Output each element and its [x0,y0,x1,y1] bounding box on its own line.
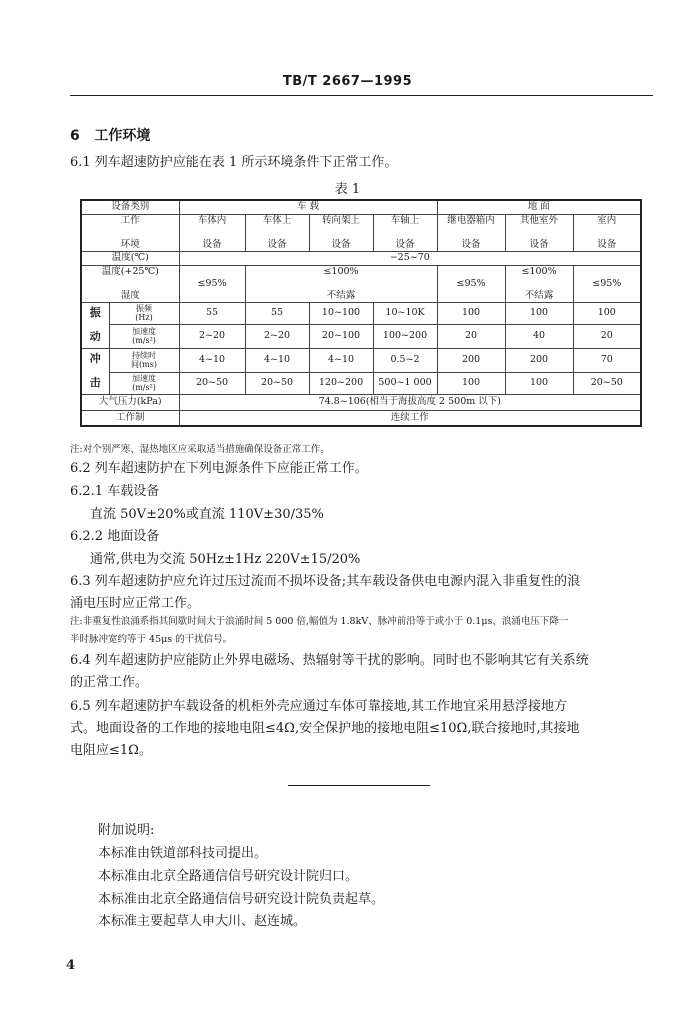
col-head: 室内 设备 [573,214,641,251]
clause-6-5-line2: 式。地面设备的工作地的接地电阻≤4Ω,安全保护地的接地电阻≤10Ω,联合接地时,其接地 [70,721,580,736]
vib-acc-cell: 20 [437,324,505,348]
vib-acc-cell: 40 [505,324,573,348]
addendum-title: 附加说明: [98,823,155,838]
clause-6-4-line1: 6.4 列车超速防护应能防止外界电磁场、热辐射等干扰的影响。同时也不影响其它有关系统 [70,653,589,668]
section-number: 6 [70,128,80,144]
freq-label: 振频 (Hz) [109,302,179,324]
acc-label: 加速度 (m/s²) [109,372,179,394]
shock-acc-cell: 120~200 [309,372,373,394]
vibration-label: 振 动 [81,302,109,348]
cell-ground: 地 面 [437,200,641,214]
clause-6-1: 6.1 列车超速防护应能在表 1 所示环境条件下正常工作。 [70,155,398,170]
page-number: 4 [66,958,76,973]
vib-acc-cell: 20~100 [309,324,373,348]
addendum-line: 本标准由铁道部科技司提出。 [98,846,268,861]
duration-label: 持续时 间(ms) [109,348,179,372]
section-heading [70,125,150,145]
clause-6-5-line3: 电阻应≤1Ω。 [70,743,152,758]
header-rule [70,95,653,96]
temp-value: −25~70 [179,251,641,265]
clause-6-2-2-text: 通常,供电为交流 50Hz±1Hz 220V±15/20% [90,552,361,567]
shock-dur-cell: 4~10 [309,348,373,372]
shock-acc-cell: 20~50 [179,372,245,394]
shock-label: 冲 击 [81,348,109,394]
humidity-cell: ≤95% [179,265,245,302]
shock-dur-cell: 70 [573,348,641,372]
section-separator [288,785,430,786]
cell-work-env: 工作 环境 [81,214,179,251]
table-caption: 表 1 [334,182,361,197]
clause-6-2-2: 6.2.2 地面设备 [70,529,160,544]
addendum-line: 本标准由北京全路通信信号研究设计院归口。 [98,869,359,884]
vib-freq-cell: 55 [245,302,309,324]
work-mode-value: 连续工作 [179,410,641,426]
shock-acc-cell: 20~50 [573,372,641,394]
clause-6-2: 6.2 列车超速防护在下列电源条件下应能正常工作。 [70,461,368,476]
clause-6-4-line2: 的正常工作。 [70,675,149,690]
vib-acc-cell: 2~20 [179,324,245,348]
temp-label: 温度(℃) [81,251,179,265]
shock-dur-cell: 4~10 [245,348,309,372]
shock-dur-cell: 200 [505,348,573,372]
acc-label: 加速度 (m/s²) [109,324,179,348]
col-head: 继电器箱内 设备 [437,214,505,251]
clause-6-2-1: 6.2.1 车载设备 [70,484,160,499]
vib-freq-cell: 100 [505,302,573,324]
surge-note-line1: 注:非重复性浪涌系指其间歇时间大于浪涌时间 5 000 倍,幅值为 1.8kV、脉冲前沿等于或小于 0.1μs、浪涌电压下降一 [70,616,569,627]
environment-table [80,199,642,427]
shock-dur-cell: 200 [437,348,505,372]
running-header: TB/T 2667—1995 [282,74,413,89]
vib-acc-cell: 20 [573,324,641,348]
col-head: 车体上 设备 [245,214,309,251]
vib-acc-cell: 2~20 [245,324,309,348]
vib-freq-cell: 100 [437,302,505,324]
pressure-label: 大气压力(kPa) [81,394,179,410]
clause-6-5-line1: 6.5 列车超速防护车载设备的机柜外壳应通过车体可靠接地,其工作地宜采用悬浮接地方 [70,699,567,714]
vib-acc-cell: 100~200 [373,324,437,348]
shock-dur-cell: 4~10 [179,348,245,372]
humidity-label: 温度(+25℃) 湿度 [81,265,179,302]
shock-dur-cell: 0.5~2 [373,348,437,372]
work-mode-label: 工作制 [81,410,179,426]
vib-freq-cell: 55 [179,302,245,324]
addendum-line: 本标准由北京全路通信信号研究设计院负责起草。 [98,892,385,907]
addendum-line: 本标准主要起草人申大川、赵连城。 [98,914,307,929]
cell-vehicle: 车 载 [179,200,437,214]
col-head: 转向架上 设备 [309,214,373,251]
col-head: 车轴上 设备 [373,214,437,251]
humidity-cell: ≤95% [573,265,641,302]
shock-acc-cell: 20~50 [245,372,309,394]
vib-freq-cell: 10~10K [373,302,437,324]
clause-6-3-line1: 6.3 列车超速防护应允许过压过流而不损坏设备;其车载设备供电电源内混入非重复性的浪 [70,574,581,589]
col-head: 其他室外 设备 [505,214,573,251]
shock-acc-cell: 100 [505,372,573,394]
shock-acc-cell: 100 [437,372,505,394]
col-head: 车体内 设备 [179,214,245,251]
clause-6-2-1-text: 直流 50V±20%或直流 110V±30/35% [90,507,324,522]
table-note: 注:对个别严寒、湿热地区应采取适当措施确保设备正常工作。 [70,444,330,455]
humidity-cell: ≤100% 不结露 [245,265,437,302]
humidity-cell: ≤95% [437,265,505,302]
vib-freq-cell: 100 [573,302,641,324]
cell-equip-class: 设备类别 [81,200,179,214]
clause-6-3-line2: 涌电压时应正常工作。 [70,596,201,611]
vib-freq-cell: 10~100 [309,302,373,324]
section-title: 工作环境 [94,128,151,144]
surge-note-line2: 半时脉冲宽约等于 45μs 的干扰信号。 [70,634,233,645]
humidity-cell: ≤100% 不结露 [505,265,573,302]
pressure-value: 74.8~106(相当于海拔高度 2 500m 以下) [179,394,641,410]
shock-acc-cell: 500~1 000 [373,372,437,394]
